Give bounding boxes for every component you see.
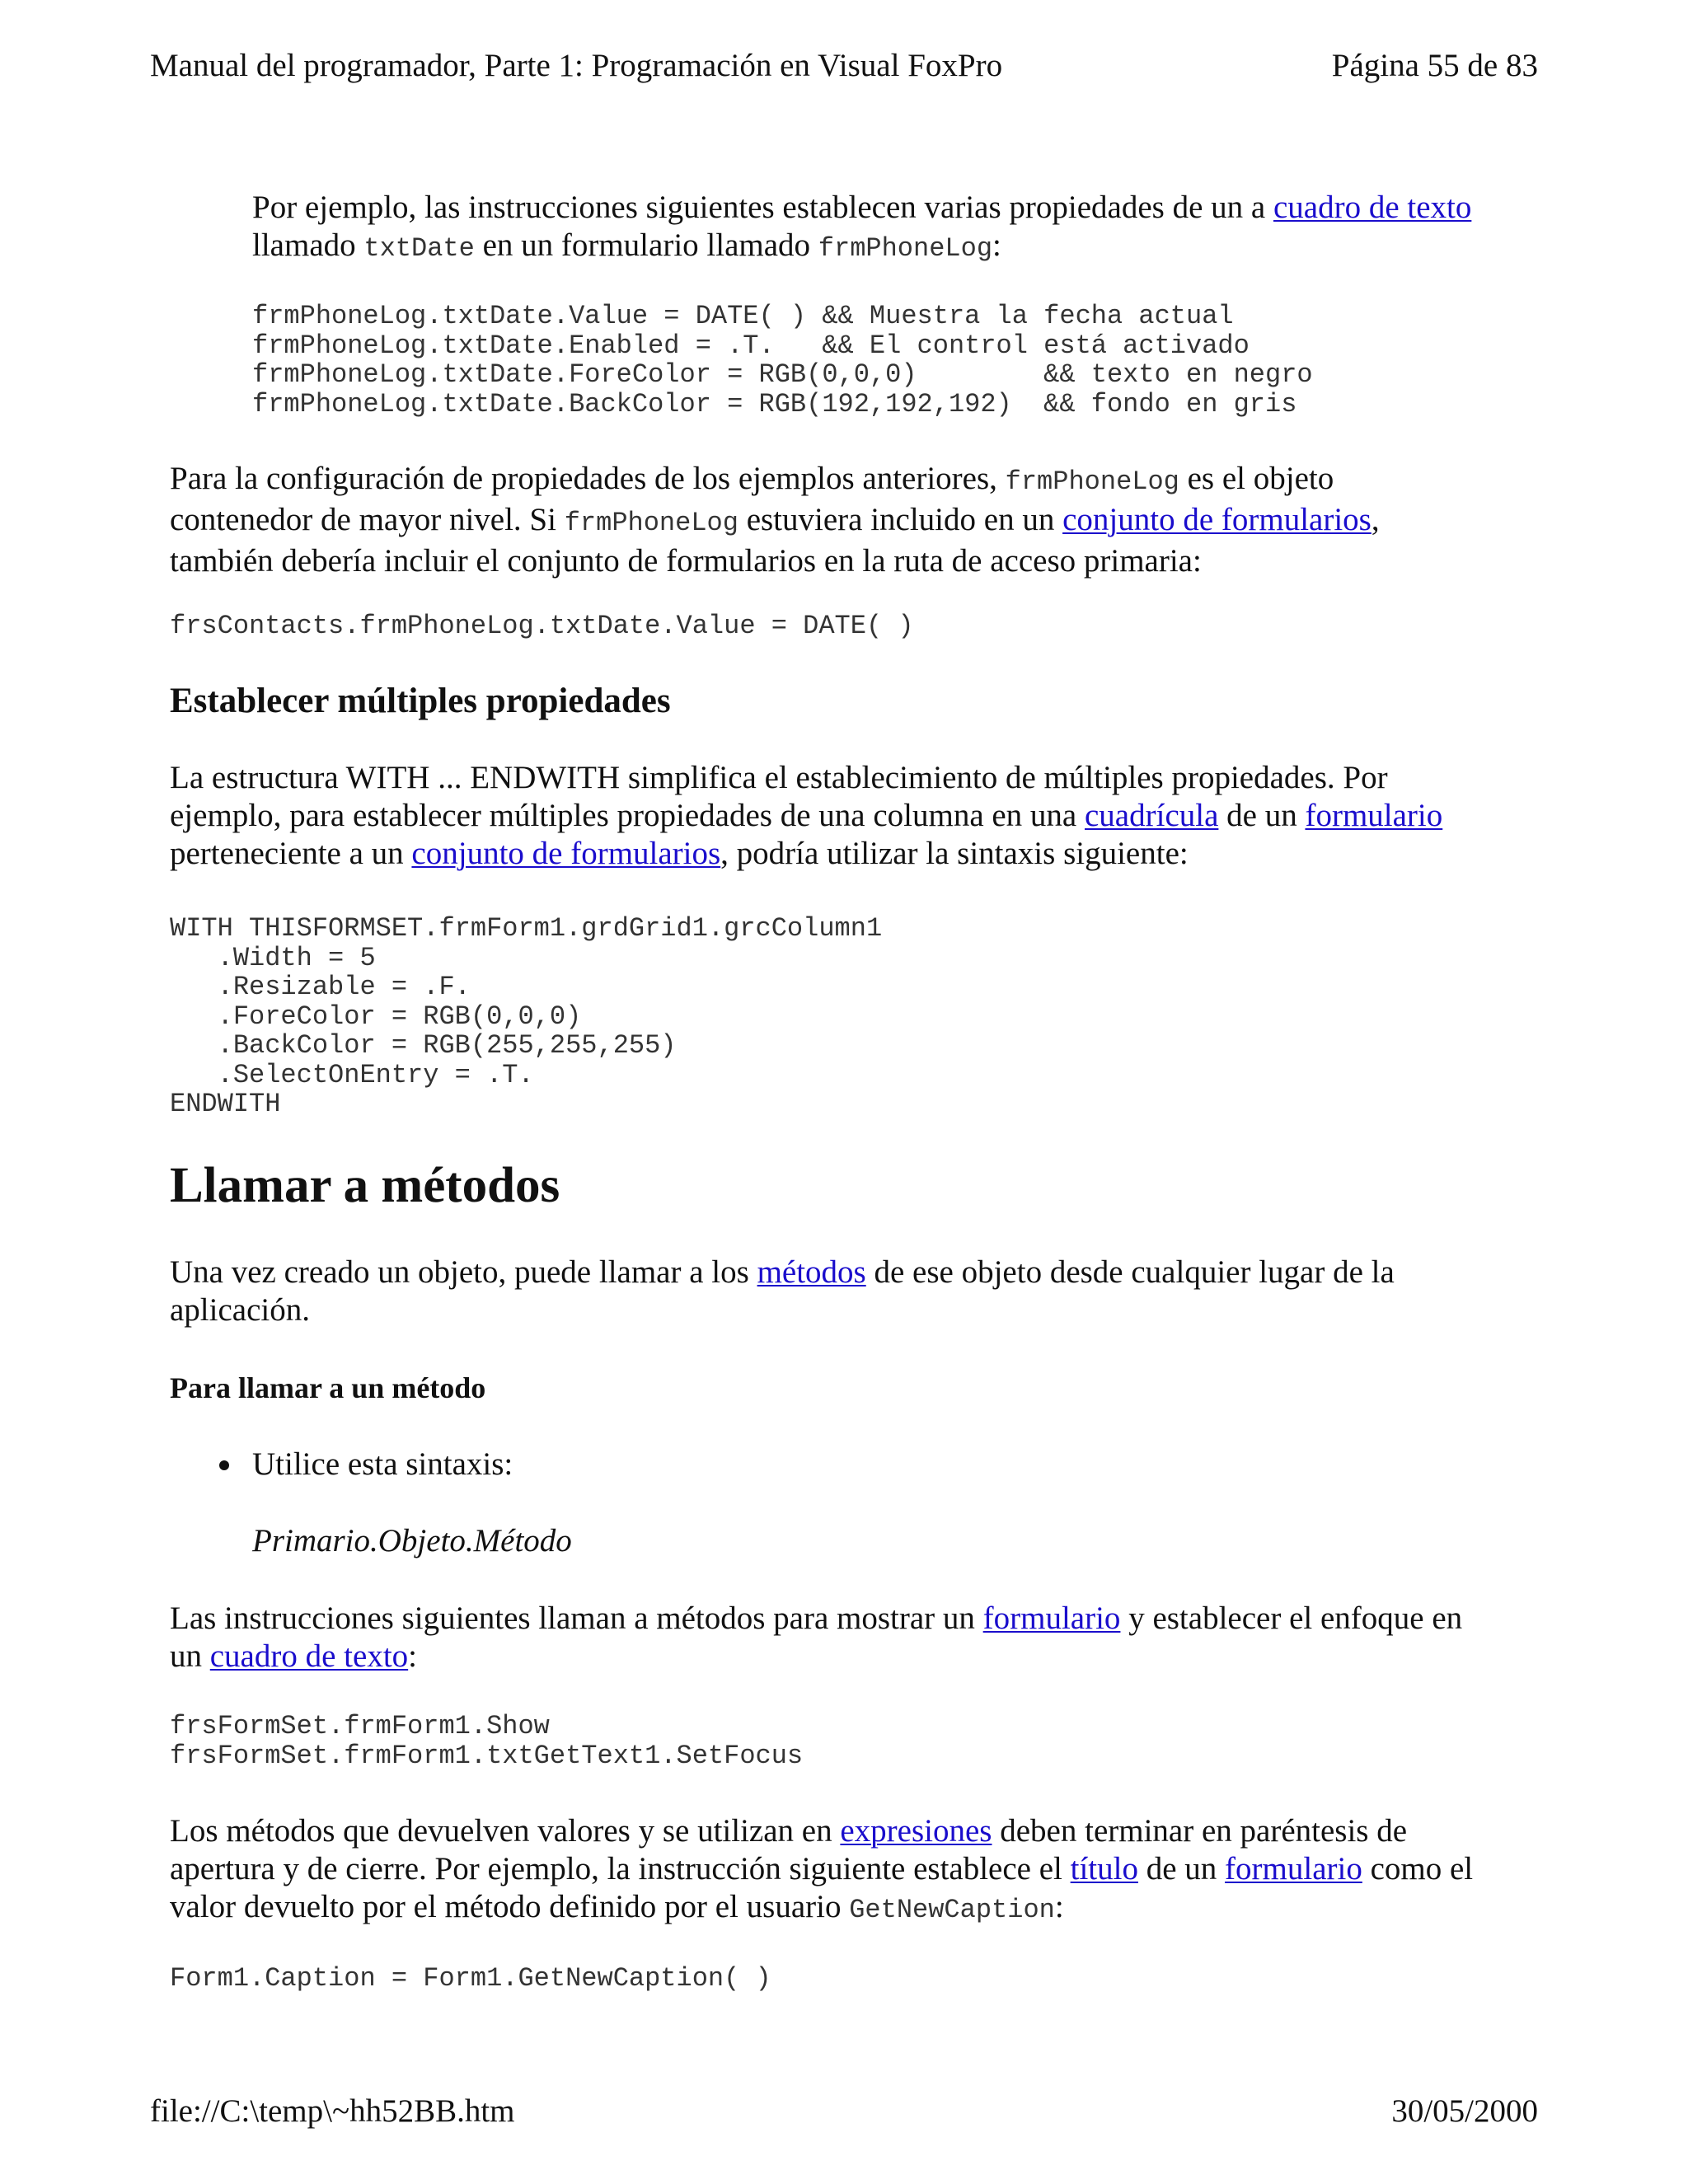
code-block-formset-path: frsContacts.frmPhoneLog.txtDate.Value = DATE( ) bbox=[170, 611, 914, 641]
text: : bbox=[408, 1638, 417, 1674]
bullet-item: Utilice esta sintaxis: bbox=[252, 1446, 513, 1482]
inline-code: txtDate bbox=[363, 233, 475, 264]
page-number: Página 55 de 83 bbox=[1331, 48, 1538, 83]
text: es el objeto bbox=[1179, 461, 1334, 496]
inline-code: frmPhoneLog bbox=[1005, 466, 1179, 497]
link-metodos[interactable]: métodos bbox=[757, 1254, 866, 1290]
text: de ese objeto desde cualquier lugar de la bbox=[865, 1254, 1395, 1290]
code-block-with-endwith: WITH THISFORMSET.frmForm1.grdGrid1.grcColumn1 .Width = 5 .Resizable = .F. .ForeColor = RGB(0,0,0) .BackColor = RGB(255,255,255) .SelectOnEntry = .T. ENDWITH bbox=[170, 913, 883, 1119]
footer-date: 30/05/2000 bbox=[1391, 2093, 1538, 2129]
text: perteneciente a un bbox=[170, 836, 412, 871]
text: , bbox=[1371, 502, 1380, 537]
paragraph-methods-intro bbox=[170, 1254, 1395, 1329]
section-heading: Establecer múltiples propiedades bbox=[170, 682, 671, 720]
text: de un bbox=[1137, 1851, 1226, 1886]
text: La estructura WITH ... ENDWITH simplifica el establecimiento de múltiples propiedades. Por bbox=[170, 760, 1388, 795]
text: estuviera incluido en un bbox=[738, 502, 1063, 537]
text: aplicación. bbox=[170, 1292, 310, 1328]
text: apertura y de cierre. Por ejemplo, la instrucción siguiente establece el bbox=[170, 1851, 1071, 1886]
inline-code: GetNewCaption bbox=[849, 1895, 1055, 1925]
link-cuadro-de-texto[interactable]: cuadro de texto bbox=[1273, 190, 1472, 225]
paragraph-call-methods bbox=[170, 1600, 1462, 1675]
text: un bbox=[170, 1638, 210, 1674]
text: Los métodos que devuelven valores y se utilizan en bbox=[170, 1813, 841, 1849]
link-cuadro-de-texto[interactable]: cuadro de texto bbox=[209, 1638, 409, 1674]
text: también debería incluir el conjunto de formularios en la ruta de acceso primaria: bbox=[170, 543, 1202, 579]
paragraph-container-level bbox=[170, 460, 1380, 580]
text: de un bbox=[1218, 798, 1306, 833]
code-block-show-focus: frsFormSet.frmForm1.Show frsFormSet.frmForm1.txtGetText1.SetFocus bbox=[170, 1711, 804, 1771]
text: : bbox=[1054, 1889, 1064, 1924]
link-cuadricula[interactable]: cuadrícula bbox=[1085, 798, 1219, 833]
code-block-properties: frmPhoneLog.txtDate.Value = DATE( ) && Muestra la fecha actual frmPhoneLog.txtDate.Enabled = .T. && El control está activado frmPhoneLog.txtDate.ForeColor = RGB(0,0,0) && texto en negro frmPhoneLog.txtDate.BackColor = RGB(192,192,192) && fondo en gris bbox=[252, 301, 1313, 419]
footer-file-path: file://C:\temp\~hh52BB.htm bbox=[150, 2093, 515, 2129]
syntax-line: Primario.Objeto.Método bbox=[252, 1523, 572, 1558]
text: llamado bbox=[252, 227, 364, 263]
text: valor devuelto por el método definido por el usuario bbox=[170, 1889, 850, 1924]
paragraph-with-endwith bbox=[170, 759, 1442, 873]
text: Una vez creado un objeto, puede llamar a los bbox=[170, 1254, 757, 1290]
link-titulo[interactable]: título bbox=[1070, 1851, 1138, 1886]
text: Por ejemplo, las instrucciones siguientes establecen varias propiedades de un a bbox=[252, 190, 1273, 225]
text: y establecer el enfoque en bbox=[1120, 1601, 1463, 1636]
procedure-heading: Para llamar a un método bbox=[170, 1371, 486, 1404]
link-expresiones[interactable]: expresiones bbox=[840, 1813, 992, 1849]
inline-code: frmPhoneLog bbox=[564, 508, 738, 538]
code-block-caption: Form1.Caption = Form1.GetNewCaption( ) bbox=[170, 1963, 771, 1994]
text: ejemplo, para establecer múltiples propiedades de una columna en una bbox=[170, 798, 1085, 833]
link-formulario[interactable]: formulario bbox=[982, 1601, 1121, 1636]
bullet-icon bbox=[219, 1460, 229, 1470]
paragraph-return-values bbox=[170, 1812, 1473, 1929]
text: : bbox=[992, 227, 1001, 263]
chapter-heading: Llamar a métodos bbox=[170, 1158, 560, 1213]
text: Para la configuración de propiedades de los ejemplos anteriores, bbox=[170, 461, 1006, 496]
link-conjunto-de-formularios[interactable]: conjunto de formularios bbox=[1062, 502, 1372, 537]
page-header-title: Manual del programador, Parte 1: Programación en Visual FoxPro bbox=[150, 48, 1003, 83]
link-formulario[interactable]: formulario bbox=[1305, 798, 1443, 833]
text: deben terminar en paréntesis de bbox=[992, 1813, 1408, 1849]
text: contenedor de mayor nivel. Si bbox=[170, 502, 565, 537]
text: como el bbox=[1362, 1851, 1474, 1886]
text: Las instrucciones siguientes llaman a métodos para mostrar un bbox=[170, 1601, 983, 1636]
text: , podría utilizar la sintaxis siguiente: bbox=[720, 836, 1189, 871]
text: en un formulario llamado bbox=[474, 227, 818, 263]
link-conjunto-de-formularios[interactable]: conjunto de formularios bbox=[411, 836, 721, 871]
link-formulario[interactable]: formulario bbox=[1225, 1851, 1362, 1886]
inline-code: frmPhoneLog bbox=[818, 233, 993, 264]
intro-paragraph bbox=[252, 189, 1471, 268]
